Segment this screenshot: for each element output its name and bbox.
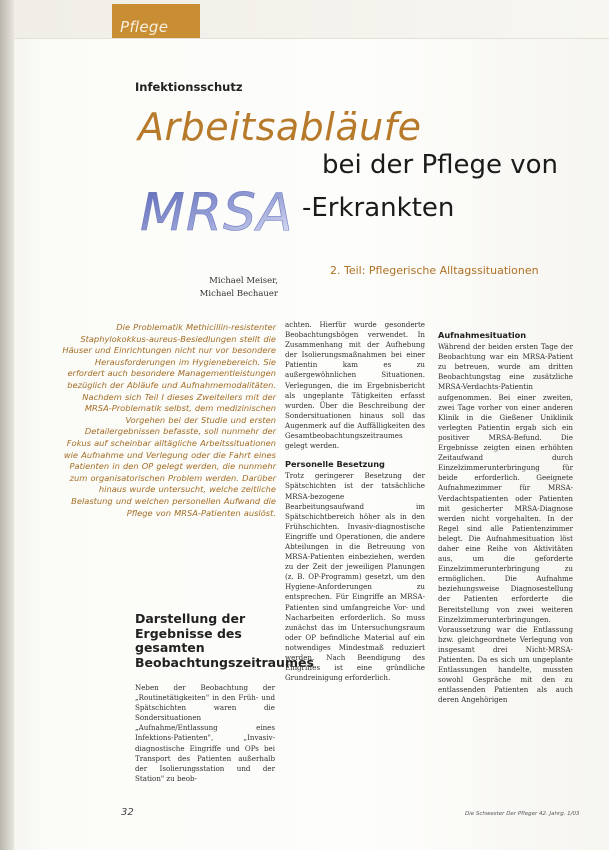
subheading: Aufnahmesituation (438, 330, 527, 340)
body-text: Neben der Beobachtung der „Routinetätigkeiten" in den Früh- und Spätschichten waren die Sondersituationen „Aufnahme/Entlassung eines Infektions-Patienten", „Invasiv-diagnostische Eingriffe und OPs bei Transport des Patienten außerhalb der Isolierungsstation und der Station" zu beob- (135, 683, 275, 783)
body-text: Während der beiden ersten Tage der Beobachtung war ein MRSA-Patient zu betreuen, wurde am dritten Beobachtungstag eine zusätzliche MRSA-Verdachts-Patientin aufgenommen. Bei einer zweiten, zwei Tage vorher von einer anderen Klinik in die Gießener Uniklinik verlegten Patientin ergab sich ein positiver MRSA-Befund. Die Ergebnisse zeigten einen erhöhten Zeitaufwand durch Einzelzimmerunterbringung für beide erforderlich. Geeignete Aufnahmezimmer für MRSA-Verdachtspatienten oder Patienten mit gesicherter MRSA-Diagnose werden nicht vorgehalten. In der Regel sind alle Patientenzimmer belegt. Die Aufnahmesituation löst daher eine Reihe von Aktivitäten aus, um die geforderte Einzelzimmerunterbringung zu ermöglichen. Die Aufnahme beziehungsweise Diagnosestellung der Patienten erforderte die Bereitstellung von zwei weiteren Einzelzimmerunterbringungen. Voraussetzung war die Entlassung bzw. gleichgeordnete Verlegung von insgesamt drei Nicht-MRSA-Patienten. Da es sich um ungeplante Entlassungen handelte, mussten sowohl Gespräche mit den zu entlassenden Patienten als auch deren Angehörigen (438, 342, 573, 705)
author-name: Michael Bechauer (199, 289, 278, 299)
rubric-label: Pflege (120, 18, 169, 36)
page-number: 32 (121, 807, 134, 818)
column-2 (285, 320, 425, 683)
subtitle-line-1: bei der Pflege von (322, 150, 559, 180)
author-block (196, 275, 278, 301)
series-part: 2. Teil: Pflegerische Alltagssituationen (330, 264, 539, 277)
journal-footer: Die Schwester Der Pfleger 42. Jahrg. 1/03 (465, 811, 580, 817)
author-name: Michael Meiser, (209, 276, 278, 286)
body-text: Trotz geringerer Besetzung der Spätschichten ist der tatsächliche MRSA-bezogene Bearbeitungsaufwand im Spätschichtbereich höher als in den Frühschichten. Invasiv-diagnostische Eingriffe und Operationen, die andere Abteilungen in die Betreuung von MRSA-Patienten einbeziehen, werden zu der Zeit der jeweiligen Planungen (z. B. OP-Programm) gesetzt, um den Hygiene-Anforderungen zu entsprechen. Für Eingriffe an MRSA-Patienten sind umfangreiche Vor- und Nacharbeiten erforderlich. So muss zunächst das im Untersuchungsraum oder OP befindliche Material auf ein notwendiges Mindestmaß reduziert werden. Nach Beendigung des Eingriffes ist eine gründliche Grundreinigung erforderlich. (285, 471, 425, 683)
svg-text:MRSA: MRSA (140, 183, 294, 242)
lead-paragraph: Die Problematik Methicillin-resistenter Staphylokokkus-aureus-Besiedlungen stellt die Häuser und Einrichtungen nicht nur vor besondere Herausforderungen im Hygienebereich. Sie erfordert auch besondere Managementleistungen bezüglich der Abläufe und Aufnahmemodalitäten. Nachdem sich Teil I dieses Zweiteilers mit der MRSA-Problematik selbst, dem medizinischen Vorgehen bei der Studie und ersten Detailergebnissen befasste, soll nunmehr der Fokus auf scheinbar alltägliche Arbeitssituationen wie Aufnahme und Verlegung oder die Fahrt eines Patienten in den OP gelegt werden, die nunmehr zum organisatorischen Problem werden. Darüber hinaus wurde untersucht, welche zeitliche Belastung und welchen personellen Aufwand die Pflege von MRSA-Patienten auslöst. (62, 322, 276, 518)
page-binding-shadow (0, 0, 14, 850)
subheading: Personelle Besetzung (285, 459, 385, 470)
column-3 (438, 330, 573, 705)
body-text: achten. Hierfür wurde gesonderte Beobachtungsbögen verwendet. In Zusammenhang mit der Aufhebung der Isolierungsmaßnahmen bei einer Patientin kam es zu außergewöhnlichen Situationen. Verlegungen, die im Ergebnisbericht als ungeplante Tätigkeiten erfasst wurden. Über die Beschreibung der Sondersituationen hinaus soll das Augenmerk auf die Auffälligkeiten des Gesamtbeobachtungszeitraumes gelegt werden. (285, 320, 425, 451)
article-title: Arbeitsabläufe (138, 105, 422, 149)
rubric-tab (112, 4, 200, 38)
top-band (14, 0, 609, 39)
subtitle-line-2: -Erkrankten (302, 193, 455, 223)
mrsa-wordmark (138, 178, 308, 242)
section-heading: Darstellung der Ergebnisse des gesamten Beobachtungszeitraumes (135, 611, 314, 670)
kicker: Infektionsschutz (135, 80, 243, 94)
column-1 (135, 683, 275, 784)
